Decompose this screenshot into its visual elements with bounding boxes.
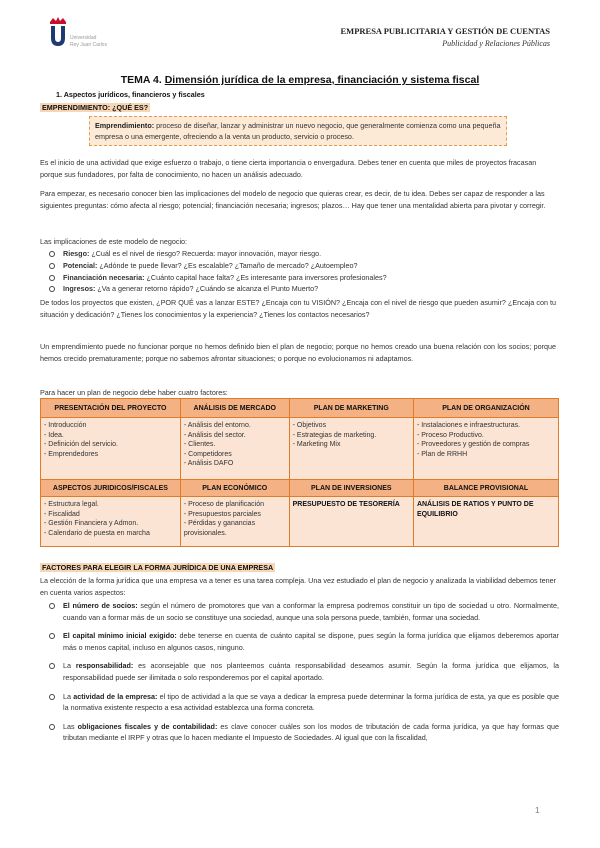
list-item — [49, 691, 559, 714]
item-term: El número de socios: — [63, 601, 138, 610]
definition-callout — [89, 116, 507, 146]
cell-line: - Proceso Productivo. — [416, 431, 484, 439]
cell-line: - Introducción — [44, 422, 87, 429]
table-header: PLAN ECONÓMICO — [180, 480, 289, 497]
table-cell — [41, 418, 181, 480]
bullet-icon — [49, 275, 55, 281]
cell-line: ANÁLISIS DE RATIOS Y PUNTO DE EQUILIBRIO — [416, 501, 534, 518]
list-item — [49, 260, 559, 272]
paragraph-3: Las implicaciones de este modelo de negocio: — [40, 237, 188, 246]
callout-text: proceso de diseñar, lanzar y administrar un nuevo negocio, que generalmente comienza como una pequeña empresa o una emergente, ofreciendo a la venta un producto, servicio o proceso. — [95, 121, 501, 141]
list-item — [49, 600, 559, 623]
bullet-icon — [49, 724, 55, 730]
item-text: según el número de promotores que van a conformar la empresa podremos constituir un tipo de sociedad u otro. Normalmente, cuando van a formar más de un socio se constituye una sociedad, aunque una sola persona puede, también, formar una sociedad. — [63, 601, 559, 622]
cell-line: PRESUPUESTO DE TESORERÍA — [292, 501, 400, 508]
cell-line: - Proveedores y gestión de compras — [416, 441, 530, 449]
table-header: PRESENTACIÓN DEL PROYECTO — [41, 399, 181, 418]
cell-line: - Análisis del entorno. — [183, 422, 251, 429]
bullet-icon — [49, 633, 55, 639]
table-header: BALANCE PROVISIONAL — [413, 480, 558, 497]
table-cell — [180, 418, 289, 480]
paragraph-7: La elección de la forma jurídica que una empresa va a tener es una tarea compleja. Una vez estudiado el plan de negocio y analizada la viabilidad debemos tener en cuenta varios aspectos: — [40, 576, 556, 597]
course-title: EMPRESA PUBLICITARIA Y GESTIÓN DE CUENTAS — [340, 26, 550, 36]
table-header: PLAN DE ORGANIZACIÓN — [413, 399, 558, 418]
cell-line: - Gestión Financiera y Admon. — [44, 520, 139, 528]
table-cell — [289, 418, 413, 480]
list-item — [49, 248, 559, 260]
bullet-icon — [49, 694, 55, 700]
item-text: es clave conocer cuáles son los modos de tributación de cada forma jurídica, ya que hay formas que tributan mediante el IRPF y otras que lo hacen mediante el Impuesto de Sociedades. Al igual que con la fiscalidad, — [63, 721, 559, 743]
cell-line: - Instalaciones e infraestructuras. — [416, 422, 521, 429]
bullet-icon — [49, 603, 55, 609]
table-cell — [413, 497, 558, 547]
course-subtitle: Publicidad y Relaciones Públicas — [442, 39, 550, 48]
cell-line: - Análisis del sector. — [183, 431, 246, 439]
cell-line: - Definición del servicio. — [44, 441, 118, 449]
implications-list — [49, 248, 559, 295]
item-text: ¿Adónde te puede llevar? ¿Es escalable? ¿Tamaño de mercado? ¿Autoempleo? — [97, 260, 358, 270]
section-heading-factores: FACTORES PARA ELEGIR LA FORMA JURÍDICA DE UNA EMPRESA — [42, 563, 274, 572]
item-term: Financiación necesaria: — [63, 272, 145, 282]
cell-line: - Marketing Mix — [292, 441, 341, 449]
callout-term: Emprendimiento: — [95, 121, 155, 130]
item-text: debe tenerse en cuenta de cuánto capital se dispone, pues según la forma jurídica que elijamos deberemos aportar más o menos capital, incluso en algunos casos, ninguno. — [63, 631, 560, 652]
table-header: ANÁLISIS DE MERCADO — [180, 399, 289, 418]
item-text: es aconsejable que nos planteemos cuánta responsabilidad deseamos asumir. Según la forma jurídica que elijamos, la responsabilidad puede ser ilimitada o solo responderemos por el capital aportado. — [63, 661, 560, 682]
cell-line: - Competidores — [183, 450, 232, 458]
cell-line: - Pérdidas y ganancias provisionales. — [183, 520, 256, 537]
cell-line: - Emprendedores — [44, 450, 99, 458]
cell-line: - Estrategias de marketing. — [292, 431, 377, 439]
item-term: actividad de la empresa: — [73, 691, 158, 701]
university-logo — [48, 16, 128, 48]
page-title — [0, 74, 600, 86]
crown-u-logo-icon — [48, 16, 68, 48]
list-item — [49, 721, 559, 744]
page-number: 1 — [535, 806, 540, 815]
bullet-icon — [49, 286, 55, 292]
cell-line: - Clientes. — [183, 441, 216, 449]
title-main: Dimensión jurídica de la empresa, financiación y sistema fiscal — [164, 74, 480, 86]
list-item — [49, 272, 559, 284]
header-course-info — [341, 26, 550, 48]
cell-line: - Idea. — [44, 431, 64, 439]
item-term: responsabilidad: — [75, 661, 134, 671]
item-pre: La — [63, 661, 76, 671]
bullet-icon — [49, 663, 55, 669]
cell-line: - Calendario de puesta en marcha — [44, 529, 150, 537]
business-plan-table — [40, 398, 559, 547]
item-term: El capital mínimo inicial exigido: — [63, 631, 177, 641]
table-header: ASPECTOS JURIDICOS/FISCALES — [41, 480, 181, 497]
item-pre: La — [63, 691, 74, 701]
item-pre: Las — [63, 721, 78, 731]
logo-line1: Universidad — [70, 35, 97, 41]
section-heading-emprendimiento: EMPRENDIMIENTO: ¿QUÉ ES? — [42, 103, 149, 112]
bullet-icon — [49, 251, 55, 257]
cell-line: - Proceso de planificación — [183, 501, 265, 508]
item-term: Riesgo: — [63, 249, 90, 258]
title-prefix: TEMA 4. — [120, 74, 162, 86]
section-subtitle: 1. Aspectos jurídicos, financieros y fiscales — [56, 90, 205, 99]
bullet-icon — [49, 263, 55, 269]
paragraph-5: Un emprendimiento puede no funcionar porque no hemos definido bien el plan de negocio; porque no hemos creado una buena relación con los socios; porque hemos crecido prematuramente; porque no sabemos afrontar situaciones; o porque no evolucionamos ni adaptamos. — [40, 342, 556, 363]
cell-line: - Fiscalidad — [44, 510, 80, 518]
cell-line: - Presupuestos parciales — [183, 510, 261, 518]
list-item — [49, 283, 559, 295]
table-header: PLAN DE INVERSIONES — [289, 480, 413, 497]
list-item — [49, 660, 559, 683]
paragraph-1: Es el inicio de una actividad que exige esfuerzo o trabajo, o tiene cierta importancia o envergadura. Debes tener en cuenta que miles de proyectos fracasan porque sus fundadores, por falta de conocimiento, no hacen un análisis adecuado. — [40, 158, 537, 179]
item-text: el tipo de actividad a la que se vaya a dedicar la empresa puede determinar la forma jurídica de esta, ya que es posible que la normativa existente respecto a esa actividad establezca una forma concreta. — [63, 691, 559, 713]
table-cell — [289, 497, 413, 547]
item-term: Ingresos: — [63, 284, 96, 294]
paragraph-2: Para empezar, es necesario conocer bien las implicaciones del modelo de negocio que quieras crear, es decir, de tu idea. Debes ser capaz de responder a las siguientes preguntas: cómo afecta al riesgo; potencial; financiación necesaria; ingresos; plazos… Hay que tener una mentalidad abierta para pivotar y corregir. — [40, 189, 546, 210]
cell-line: - Plan de RRHH — [416, 450, 468, 458]
item-text: ¿Cuánto capital hace falta? ¿Es interesante para inversores profesionales? — [144, 272, 387, 282]
table-cell — [41, 497, 181, 547]
list-item — [49, 630, 559, 653]
legal-form-factors-list — [49, 600, 559, 751]
item-term: obligaciones fiscales y de contabilidad: — [77, 721, 218, 731]
table-cell — [413, 418, 558, 480]
logo-line2: Rey Juan Carlos — [70, 42, 107, 48]
cell-line: - Objetivos — [292, 422, 327, 429]
paragraph-6: Para hacer un plan de negocio debe haber cuatro factores: — [40, 388, 228, 397]
paragraph-4: De todos los proyectos que existen, ¿POR QUÉ vas a lanzar ESTE? ¿Encaja con tu VISIÓN? ¿Encaja con el nivel de riesgo que pueden asumir? ¿Encaja con tu situación y dedicación? ¿Tienes los conocimientos y la experiencia? ¿Tienes los contactos necesarios? — [40, 298, 556, 319]
item-text: ¿Va a generar retorno rápido? ¿Cuándo se alcanza el Punto Muerto? — [95, 284, 319, 294]
item-text: ¿Cuál es el nivel de riesgo? Recuerda: mayor innovación, mayor riesgo. — [89, 249, 322, 258]
cell-line: - Estructura legal. — [44, 501, 99, 508]
table-cell — [180, 497, 289, 547]
item-term: Potencial: — [63, 260, 98, 270]
cell-line: - Análisis DAFO — [183, 460, 234, 468]
table-header: PLAN DE MARKETING — [289, 399, 413, 418]
